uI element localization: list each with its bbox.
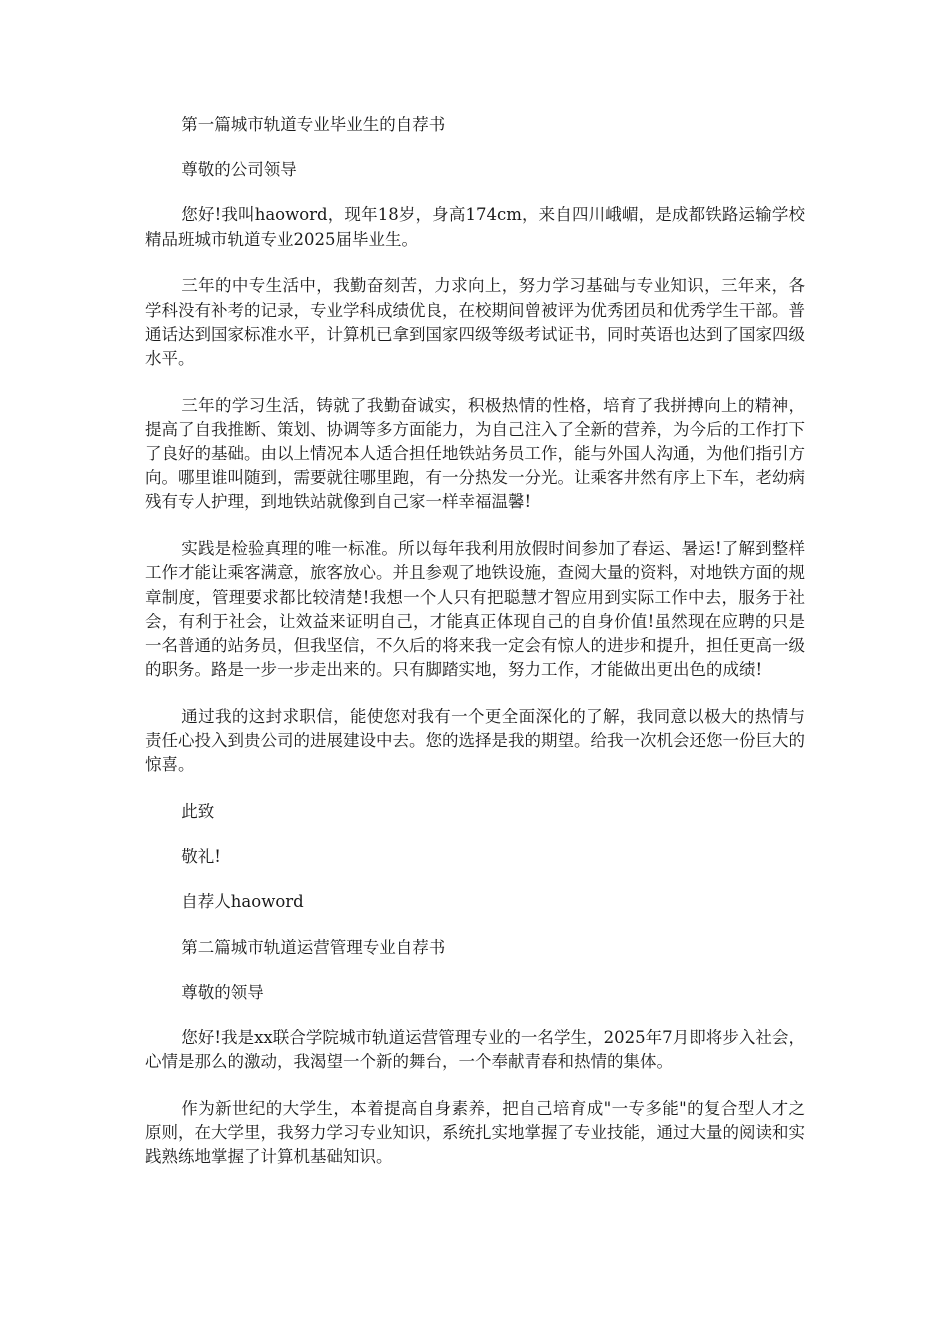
body-paragraph: 作为新世纪的大学生，本着提高自身素养，把自己培育成"一专多能"的复合型人才之原则，在大学里，我努力学习专业知识，系统扎实地掌握了专业技能，通过大量的阅读和实践熟练地掌握了计算机基础知识。: [145, 1098, 805, 1167]
signature-line: 自荐人haoword: [181, 892, 304, 912]
body-paragraph: 通过我的这封求职信，能使您对我有一个更全面深化的了解，我同意以极大的热情与责任心投入到贵公司的进展建设中去。您的选择是我的期望。给我一次机会还您一份巨大的惊喜。: [145, 706, 805, 775]
closing-line: 敬礼!: [181, 847, 221, 867]
document-body: [145, 113, 805, 1192]
section-title-2: 第二篇城市轨道运营管理专业自荐书: [181, 937, 446, 957]
body-paragraph: 三年的学习生活，铸就了我勤奋诚实，积极热情的性格，培育了我拼搏向上的精神，提高了自我推断、策划、协调等多方面能力，为自己注入了全新的营养，为今后的工作打下了良好的基础。由以上情况本人适合担任地铁站务员工作，能与外国人沟通，为他们指引方向。哪里谁叫随到，需要就往哪里跑，有一分热发一分光。让乘客井然有序上下车，老幼病残有专人护理，到地铁站就像到自己家一样幸福温馨!: [145, 395, 805, 512]
body-paragraph: 三年的中专生活中，我勤奋刻苦，力求向上，努力学习基础与专业知识，三年来，各学科没有补考的记录，专业学科成绩优良，在校期间曾被评为优秀团员和优秀学生干部。普通话达到国家标准水平，计算机已拿到国家四级等级考试证书，同时英语也达到了国家四级水平。: [145, 276, 805, 368]
salutation-2: 尊敬的领导: [181, 982, 264, 1002]
section-title-1: 第一篇城市轨道专业毕业生的自荐书: [181, 115, 446, 134]
body-paragraph: 您好!我是xx联合学院城市轨道运营管理专业的一名学生，2025年7月即将步入社会，心情是那么的激动，我渴望一个新的舞台，一个奉献青春和热情的集体。: [145, 1027, 805, 1072]
salutation-1: 尊敬的公司领导: [181, 160, 297, 180]
body-paragraph: 您好!我叫haoword，现年18岁，身高174cm，来自四川峨嵋，是成都铁路运输学校精品班城市轨道专业2025届毕业生。: [145, 205, 805, 249]
body-paragraph: 实践是检验真理的唯一标准。所以每年我利用放假时间参加了春运、暑运!了解到整样工作才能让乘客满意，旅客放心。并且参观了地铁设施，查阅大量的资料，对地铁方面的规章制度，管理要求都比较清楚!我想一个人只有把聪慧才智应用到实际工作中去，服务于社会，有利于社会，让效益来证明自己，才能真正体现自己的自身价值!虽然现在应聘的只是一名普通的站务员，但我坚信，不久后的将来我一定会有惊人的进步和提升，担任更高一级的职务。路是一步一步走出来的。只有脚踏实地，努力工作，才能做出更出色的成绩!: [145, 539, 805, 680]
closing-line: 此致: [181, 801, 215, 821]
